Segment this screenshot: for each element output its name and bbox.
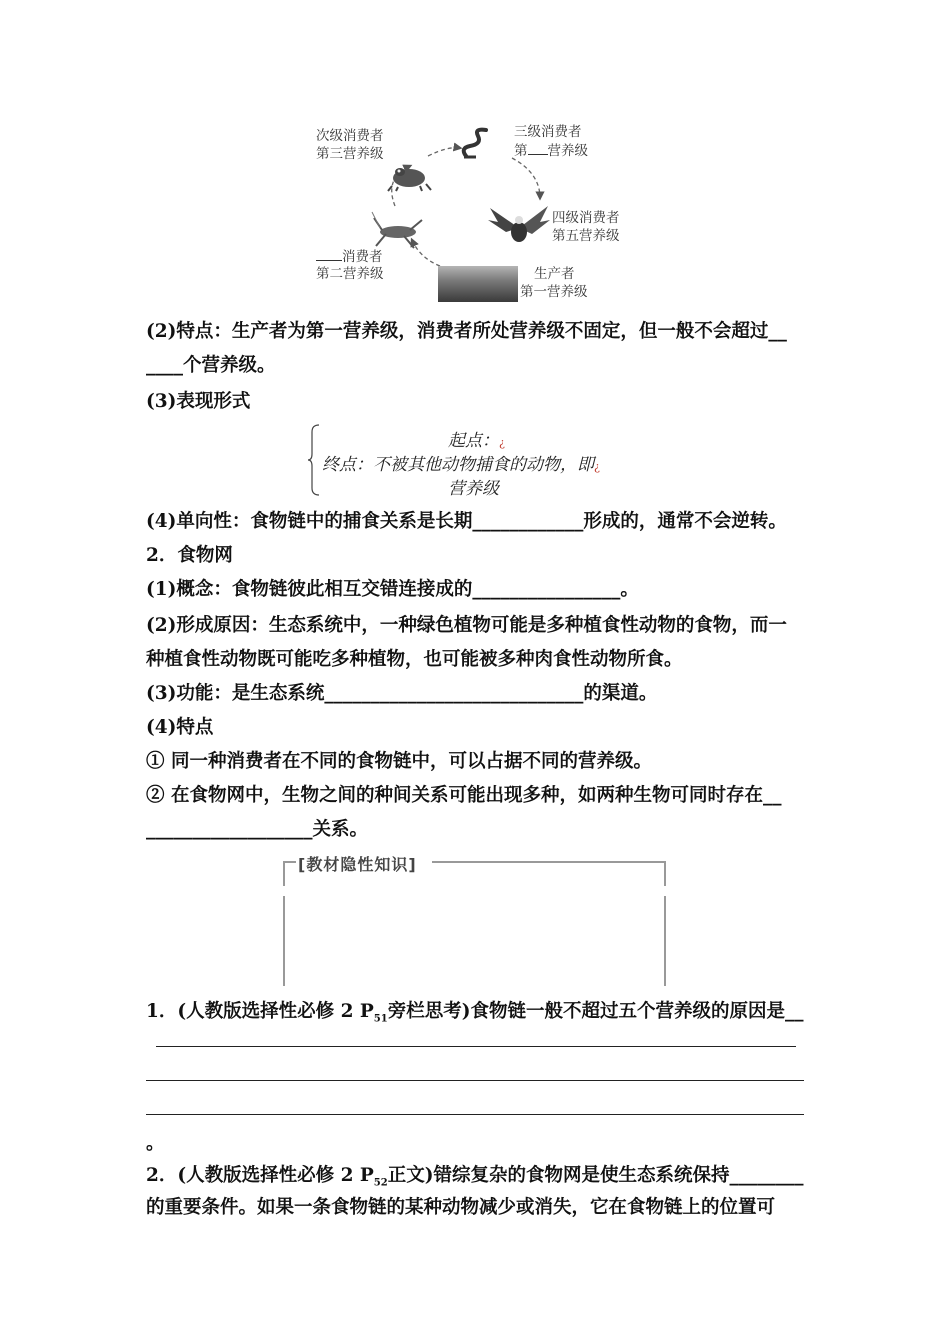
question-1-end: 。 <box>146 1133 165 1154</box>
brace-end-level: 营养级 <box>448 479 499 499</box>
form-heading: (3)表现形式 <box>146 391 251 412</box>
first-level-label: 第一营养级 <box>520 284 588 300</box>
food-web-heading: 2．食物网 <box>146 545 233 566</box>
left-brace <box>308 424 320 496</box>
feature-paragraph-line1: (2)特点：生产者为第一营养级，消费者所处营养级不固定，但一般不会超过__ <box>146 321 787 342</box>
tertiary-consumer-label: 三级消费者 <box>514 124 582 140</box>
cause-paragraph-line1: (2)形成原因：生态系统中，一种绿色植物可能是多种植食性动物的食物，而一 <box>146 615 787 636</box>
knowledge-box-frame <box>282 858 668 988</box>
feature-item-2-line2: __________________关系。 <box>146 819 369 840</box>
function-paragraph: (3)功能：是生态系统____________________________的渠道。 <box>146 683 658 704</box>
question-2-line2: 的重要条件。如果一条食物链的某种动物减少或消失，它在食物链上的位置可 <box>146 1197 776 1218</box>
brace-start-point: 起点：¿ <box>448 431 505 451</box>
question-1: 1．(人教版选择性必修 2 $P_{51}$旁栏思考)食物链一般不超过五个营养级的原因是__ <box>146 1001 804 1025</box>
third-level-label: 第三营养级 <box>316 146 384 162</box>
answer-line-2[interactable] <box>146 1080 804 1081</box>
features-heading: (4)特点 <box>146 717 214 738</box>
brace-end-point: 终点：不被其他动物捕食的动物，即¿ <box>322 455 600 475</box>
feature-item-2-line1: ② 在食物网中，生物之间的种间关系可能出现多种，如两种生物可同时存在__ <box>146 785 782 806</box>
answer-line-1[interactable] <box>156 1046 796 1047</box>
quaternary-consumer-label: 四级消费者 <box>552 210 620 226</box>
snake-icon <box>458 126 498 160</box>
question-2-line1: 2．(人教版选择性必修 2 $P_{52}$正文)错综复杂的食物网是使生态系统保持________ <box>146 1165 804 1189</box>
food-chain-diagram <box>300 118 650 308</box>
unidirectional-paragraph: (4)单向性：食物链中的捕食关系是长期____________形成的，通常不会逆转。 <box>146 511 787 532</box>
grasshopper-icon <box>370 210 426 250</box>
knowledge-box-title: [教材隐性知识] <box>298 855 417 874</box>
secondary-consumer-label: 次级消费者 <box>316 128 384 144</box>
concept-paragraph: (1)概念：食物链彼此相互交错连接成的________________。 <box>146 579 639 600</box>
producer-label: 生产者 <box>534 266 575 282</box>
feature-paragraph-line2: ____个营养级。 <box>146 355 276 376</box>
eagle-icon <box>486 200 552 248</box>
second-level-label: 第二营养级 <box>316 266 384 282</box>
feature-item-1: ① 同一种消费者在不同的食物链中，可以占据不同的营养级。 <box>146 751 652 772</box>
grass-image <box>438 266 518 302</box>
tertiary-level-label: 第 营养级 <box>514 143 588 159</box>
knowledge-box <box>282 855 668 988</box>
fifth-level-label: 第五营养级 <box>552 228 620 244</box>
primary-consumer-label: 消费者 <box>316 248 383 266</box>
frog-icon <box>386 162 432 192</box>
answer-line-3[interactable] <box>146 1114 804 1115</box>
cause-paragraph-line2: 种植食性动物既可能吃多种植物，也可能被多种肉食性动物所食。 <box>146 649 683 670</box>
